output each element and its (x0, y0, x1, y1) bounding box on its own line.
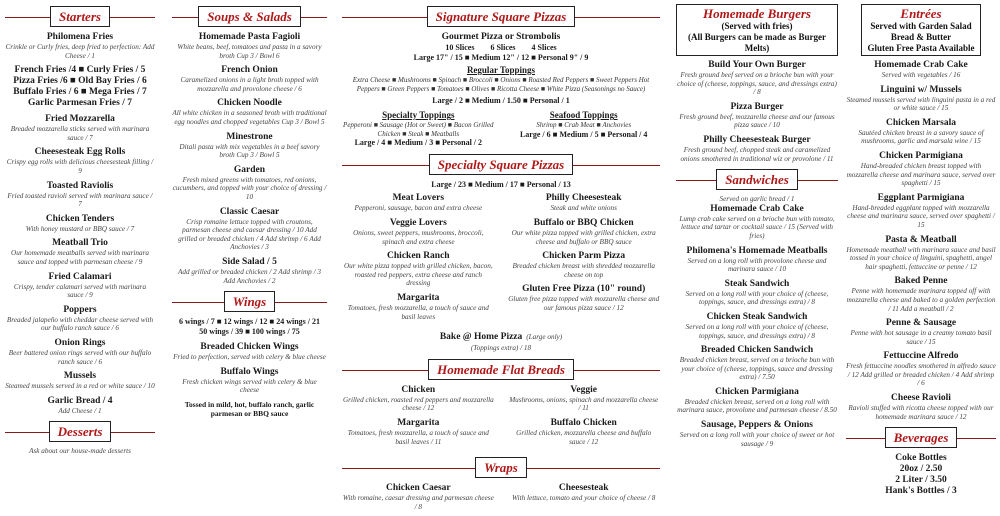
desserts-title: Desserts (49, 421, 112, 442)
menu-item (507, 385, 660, 413)
item-desc: Our white pizza topped with grilled chicken, bacon, roasted red peppers, extra cheese and ranch dressing (343, 262, 493, 288)
sandwiches-header (676, 169, 838, 191)
beverage-item: Coke Bottles (895, 453, 947, 464)
item-desc: Served on a long roll with your choice of sweet or hot sausage / 9 (679, 431, 835, 448)
soups-column (172, 0, 327, 500)
wings-prices-row: 50 wings / 39 ■ 100 wings / 75 (199, 327, 300, 337)
menu-item (507, 284, 660, 312)
starters-column (5, 0, 155, 500)
menu-item (846, 151, 996, 188)
menu-item (342, 483, 495, 511)
beverage-item: Hank's Bottles / 3 (885, 486, 957, 497)
sandwiches-note: Served on garlic bread / 1 (719, 195, 795, 204)
menu-item (676, 345, 838, 382)
menu-item (172, 207, 327, 252)
item-desc: Served on a long roll with your choice of (cheese, toppings, sauce, and dressings extra) / 8 (685, 322, 829, 340)
item-desc: Fresh ground beef, mozzarella cheese and our famous pizza sauce / 10 (679, 112, 835, 130)
item-desc: Steak and white onions (550, 204, 617, 213)
item-desc: Breaded chicken breast, served on a long roll with marinara sauce, provolone and parmesan cheese / 8.50 (677, 397, 837, 415)
item-name: Homemade Pasta Fagioli (198, 32, 301, 42)
sandwiches-title: Sandwiches (716, 169, 798, 190)
specialty-header (342, 154, 660, 176)
item-name: Chicken (401, 384, 436, 395)
menu-item (172, 367, 327, 395)
menu-item (846, 393, 996, 421)
item-name: Chicken Ranch (387, 251, 450, 262)
item-name: Chicken Marsala (886, 117, 956, 128)
menu-item (846, 118, 996, 146)
menu-item (676, 102, 838, 130)
item-name: Pasta & Meatball (885, 234, 957, 245)
item-name: Garden (233, 164, 266, 175)
wraps-header (342, 457, 660, 479)
flatbreads-right (507, 385, 660, 451)
item-name: Sausage, Peppers & Onions (701, 420, 813, 431)
item-name: Toasted Raviolis (46, 180, 114, 191)
item-desc: Fresh ground beef served on a brioche bun with your choice of (cheese, toppings, sauce, and dressings extra) / 8 (677, 71, 837, 97)
item-name: Build Your Own Burger (708, 60, 806, 70)
menu-item (342, 385, 495, 413)
item-name: Philomena's Homemade Meatballs (686, 245, 828, 256)
menu-item (5, 272, 155, 300)
item-name: Pizza Fries /6 ■ Old Bay Fries / 6 (13, 76, 147, 87)
item-desc: Steamed mussels served with linguini pasta in a red or white sauce / 15 (846, 95, 996, 113)
item-name: Buffalo Wings (220, 366, 279, 377)
item-desc: Fresh ground beef, chopped steak and caramelized onions smothered in traditional wiz or provolone / 11 (680, 145, 834, 163)
item-desc: (Toppings extra) / 18 (470, 344, 532, 353)
specialty-title: Specialty Square Pizzas (429, 154, 573, 175)
soups-header (172, 6, 327, 28)
menu-item (5, 371, 155, 391)
item-desc: Add Cheese / 1 (58, 406, 102, 415)
item-name: Classic Caesar (219, 206, 280, 217)
starters-title: Starters (50, 6, 110, 27)
menu-item (676, 246, 838, 274)
item-desc: Served on a long roll with provolone cheese and marinara sauce / 10 (687, 256, 827, 274)
item-name: Philly Cheesesteak (545, 193, 622, 204)
item-name: Buffalo Fries / 6 ■ Mega Fries / 7 (13, 87, 147, 98)
menu-item (5, 214, 155, 234)
specialty-right (507, 193, 660, 326)
signature-size-heads: 10 Slices 6 Slices 4 Slices (445, 43, 557, 52)
menu-item (5, 396, 155, 416)
menu-item (342, 418, 495, 446)
item-desc: Steamed mussels served in a red or white sauce / 10 (5, 382, 155, 391)
flatbreads-title: Homemade Flat Breads (428, 359, 574, 380)
item-name: Penne & Sausage (885, 318, 957, 329)
menu-item (5, 305, 155, 333)
desserts-note: Ask about our house-made desserts (29, 447, 131, 456)
item-desc: Fresh mixed greens with tomatoes, red onions, cucumbers, and topped with your choice of dressing / 10 (172, 175, 327, 201)
desserts-header (5, 421, 155, 443)
item-desc: Mushrooms, onions, spinach and mozzarella cheese / 11 (509, 395, 659, 413)
menu-item (5, 338, 155, 366)
item-desc: Lump crab cake served on a brioche bun with tomato, lettuce and tartar or cocktail sauce / 15 (Served with fries) (679, 214, 835, 240)
item-desc: With lettuce, tomato and your choice of cheese / 8 (512, 494, 656, 503)
menu-item (172, 32, 327, 60)
regular-toppings-title: Regular Toppings (466, 65, 536, 75)
menu-item (676, 420, 838, 448)
item-desc: Onions, sweet peppers, mushrooms, broccoli, spinach and extra cheese (353, 228, 484, 246)
item-name: Veggie (570, 384, 597, 395)
item-name: Meatball Trio (52, 238, 108, 249)
seafood-toppings-title: Seafood Toppings (549, 110, 618, 121)
item-name: Minestrone (226, 131, 273, 142)
item-desc: Tomatoes, fresh mozzarella, a touch of sauce and basil leaves (347, 303, 489, 321)
item-desc: Ravioli stuffed with ricotta cheese topped with our homemade marinara sauce / 12 (848, 404, 994, 421)
item-name: Chicken Steak Sandwich (706, 311, 808, 322)
item-desc: Hand-breaded eggplant topped with mozzarella cheese and marinara sauce, served over spaghetti / 15 (847, 203, 995, 229)
item-desc: Gluten free pizza topped with mozzarella cheese and our famous pizza sauce / 12 (508, 295, 660, 312)
item-name: French Onion (221, 65, 278, 76)
item-desc: Breaded jalapeño with cheddar cheese served with our buffalo ranch sauce / 6 (6, 315, 154, 333)
menu-item (172, 342, 327, 362)
item-desc: Pepperoni, sausage, bacon and extra cheese (354, 204, 483, 213)
item-desc: Crispy, tender calamari served with marinara sauce / 9 (13, 282, 147, 300)
seafood-toppings-list: Shrimp ■ Crab Meat ■ Anchovies (536, 121, 632, 130)
item-desc: Fried toasted ravioli served with marinara sauce / 7 (7, 191, 153, 209)
signature-sizes: Large 17" / 15 ■ Medium 12" / 12 ■ Personal 9" / 9 (413, 53, 589, 62)
item-name: Garlic Parmesan Fries / 7 (28, 98, 132, 109)
menu-item (507, 418, 660, 446)
soups-title: Soups & Salads (198, 6, 301, 27)
item-name: Meat Lovers (392, 193, 445, 204)
menu-item (676, 135, 838, 163)
item-name: Philly Cheesesteak Burger (703, 134, 811, 145)
item-desc: Add grilled or breaded chicken / 2 Add shrimp / 3 Add Anchovies / 2 (178, 267, 321, 285)
entrees-header (846, 4, 996, 56)
seafood-toppings (507, 108, 660, 148)
menu-item (846, 276, 996, 313)
item-name: Buffalo Chicken (550, 417, 617, 428)
flatbreads-header (342, 359, 660, 381)
item-desc: Fried to perfection, served with celery & blue cheese (173, 353, 326, 362)
burgers-column (676, 0, 838, 500)
item-name: Side Salad / 5 (222, 256, 277, 267)
wraps-title: Wraps (475, 457, 527, 478)
item-name: Poppers (63, 304, 97, 315)
item-note: (Large only) (526, 333, 563, 342)
menu-item (846, 235, 996, 272)
item-name: Cheesesteak Egg Rolls (34, 147, 126, 158)
item-desc: Ditali pasta with mix vegetables in a beef savory broth Cup 3 / Bowl 5 (179, 142, 320, 160)
menu-item (342, 193, 495, 213)
item-desc: Caramelized onions in a light broth topped with mozzarella and provolone cheese / 6 (180, 76, 319, 93)
menu-item (676, 387, 838, 415)
specialty-toppings-prices: Large / 4 ■ Medium / 3 ■ Personal / 2 (354, 138, 483, 148)
bake-at-home (342, 326, 660, 353)
menu-item (342, 251, 495, 288)
menu-item (5, 238, 155, 266)
item-name: Cheesesteak (558, 483, 609, 494)
menu-item (507, 218, 660, 246)
item-desc: Crisp romaine lettuce topped with croutons, parmesan cheese and caesar dressing / 10 Add grilled or breaded chicken / 4 Add shrimp / 6 Add Anchovies / 3 (178, 217, 321, 252)
entrees-note: Served with Garden Salad (868, 21, 975, 32)
menu-item (172, 257, 327, 285)
item-desc: Hand-breaded chicken breast topped with mozzarella cheese and marinara sauce, served over spaghetti / 15 (846, 161, 996, 188)
menu-item (172, 98, 327, 126)
wings-header (172, 291, 327, 313)
item-name: Homemade Crab Cake (874, 60, 968, 70)
item-name: Fried Mozzarella (45, 114, 115, 125)
item-name: Bake @ Home Pizza (439, 332, 523, 343)
wings-prices-row: 6 wings / 7 ■ 12 wings / 12 ■ 24 wings / 21 (178, 317, 321, 327)
item-desc: Our white pizza topped with grilled chicken, extra cheese and buffalo or BBQ sauce (511, 228, 656, 246)
item-desc: White beans, beef, tomatoes and pasta in a savory broth Cup 3 / Bowl 6 (177, 43, 322, 60)
item-name: Margarita (397, 292, 440, 303)
specialty-toppings-list: Pepperoni ■ Sausage (Hot or Sweet) ■ Bacon Grilled Chicken ■ Steak ■ Meatballs (343, 121, 494, 138)
menu-item (846, 193, 996, 230)
starters-header (5, 6, 155, 28)
item-name: Steak Sandwich (724, 278, 790, 289)
item-desc: Penne with homemade marinara topped off with mozzarella cheese and baked to a golden perfection / 11 Add a meatball / 2 (846, 287, 996, 313)
item-name: Chicken Noodle (217, 98, 282, 109)
item-name: Gluten Free Pizza (10" round) (522, 284, 646, 295)
burgers-title: Homemade Burgers (703, 6, 811, 21)
menu-item (846, 60, 996, 80)
item-desc: Penne with hot sausage in a creamy tomato basil sauce / 15 (850, 329, 992, 346)
item-name: Chicken Parmigiana (715, 386, 799, 397)
menu-item (342, 293, 495, 321)
item-desc: All white chicken in a seasoned broth with traditional egg noodles and chopped vegetables Cup 3 / Bowl 5 (172, 109, 327, 126)
item-desc: With romaine, caesar dressing and parmesan cheese / 8 (342, 494, 494, 511)
signature-subtitle: Gourmet Pizza or Strombolis (441, 32, 561, 42)
beverage-item: 20oz / 2.50 (899, 464, 943, 475)
item-desc: Grilled chicken, mozzarella cheese and buffalo sauce / 12 (516, 428, 652, 446)
wraps-grid (342, 483, 660, 516)
item-name: Breaded Chicken Sandwich (700, 345, 814, 356)
burgers-note: (Served with fries) (683, 21, 831, 32)
item-name: Chicken Parmigiana (879, 150, 963, 161)
item-name: Homemade Crab Cake (710, 203, 804, 214)
menu-item (172, 65, 327, 93)
item-desc: Served with vegetables / 16 (881, 71, 961, 79)
menu-item (846, 351, 996, 388)
flatbreads-left (342, 385, 495, 451)
specialty-toppings-title: Specialty Toppings (382, 110, 455, 121)
specialty-toppings (342, 108, 495, 148)
item-desc: Breaded chicken breast with shredded mozzarella cheese on top (512, 262, 655, 279)
menu-item (5, 114, 155, 142)
menu-item (846, 318, 996, 346)
item-name: Mussels (63, 371, 97, 382)
menu-item (676, 60, 838, 97)
item-name: Fried Calamari (48, 271, 112, 282)
item-name: Veggie Lovers (389, 217, 447, 228)
item-name: Cheese Ravioli (891, 393, 951, 404)
menu-item (5, 147, 155, 175)
pizza-column (342, 0, 660, 511)
item-name: Onion Rings (54, 337, 106, 348)
item-name: Buffalo or BBQ Chicken (533, 217, 634, 228)
signature-header (342, 6, 660, 28)
item-desc: Crinkle or Curly fries, deep fried to perfection: Add Cheese / 1 (5, 43, 155, 60)
beverages-header (846, 427, 996, 449)
item-desc: Our homemade meatballs served with marinara sauce and topped with parmesan cheese / 9 (11, 249, 149, 266)
beverage-item: 2 Liter / 3.50 (895, 475, 947, 486)
entrees-note: Gluten Free Pasta Available (867, 43, 975, 53)
item-name: Pizza Burger (730, 101, 784, 112)
item-desc: Fresh fettuccine noodles smothered in alfredo sauce / 12 Add grilled or breaded chicken / 4 Add shrimp / 6 (846, 362, 996, 388)
starters-list (5, 32, 155, 415)
entrees-title: Entrées (900, 6, 942, 21)
entrees-column (846, 0, 996, 500)
item-desc: Grilled chicken, roasted red peppers and mozzarella cheese / 12 (342, 395, 494, 413)
item-desc: Homemade meatball with marinara sauce and basil tossed in your choice of linguini, spaghetti, angel hair spaghetti, fettuccine or penne / 12 (846, 245, 996, 271)
entrees-note: Bread & Butter (868, 32, 975, 43)
item-name: Garlic Bread / 4 (47, 395, 113, 406)
menu-item (5, 32, 155, 60)
menu-item (172, 132, 327, 160)
specialty-left (342, 193, 495, 326)
burgers-header (676, 4, 838, 56)
item-desc: Breaded chicken breast, served on a brioche bun with your choice of (cheese, toppings, sauce and dressing extra) / 7.50 (679, 356, 835, 382)
regular-toppings-list: Extra Cheese ■ Mushrooms ■ Spinach ■ Broccoli ■ Onions ■ Roasted Red Peppers ■ Sweet Peppers Hot Peppers ■ Green Peppers ■ Tomatoes ■ Olives ■ Ricotta Cheese ■ White Pizza (Seasonings no Sauce) (352, 76, 650, 93)
item-name: Baked Penne (894, 276, 948, 287)
item-name: French Fries /4 ■ Curly Fries / 5 (14, 65, 146, 76)
menu-item (507, 483, 660, 511)
seafood-toppings-prices: Large / 6 ■ Medium / 5 ■ Personal / 4 (519, 129, 648, 139)
wings-title: Wings (224, 291, 275, 312)
item-desc: Served on a long roll with your choice of (cheese, toppings, sauce, and dressings extra) / 8 (685, 289, 829, 307)
menu-item (172, 165, 327, 202)
item-name: Margarita (397, 417, 440, 428)
item-desc: Crispy egg rolls with delicious cheesesteak filling / 9 (6, 158, 154, 175)
item-name: Fettuccine Alfredo (883, 351, 959, 362)
menu-item (507, 251, 660, 279)
beverages-title: Beverages (885, 427, 958, 448)
wings-sauce-note: Tossed in mild, hot, buffalo ranch, garlic parmesan or BBQ sauce (184, 399, 315, 418)
item-name: Chicken Tenders (45, 213, 115, 224)
item-name: Linguini w/ Mussels (880, 84, 962, 95)
item-name: Chicken Parm Pizza (542, 251, 626, 262)
item-desc: Fresh chicken wings served with celery & blue cheese (182, 377, 317, 395)
burgers-note: (All Burgers can be made as Burger Melts) (683, 32, 831, 54)
flatbreads-grid (342, 385, 660, 451)
specialty-grid (342, 193, 660, 326)
item-name: Philomena Fries (46, 32, 114, 42)
menu-item (676, 279, 838, 307)
menu-item (846, 85, 996, 113)
toppings-grid (342, 108, 660, 148)
item-desc: Breaded mozzarella sticks served with marinara sauce / 7 (10, 125, 150, 142)
menu-item (676, 312, 838, 340)
signature-title: Signature Square Pizzas (427, 6, 576, 27)
menu-item (342, 218, 495, 246)
item-desc: With honey mustard or BBQ sauce / 7 (25, 224, 135, 233)
item-desc: Sautéed chicken breast in a savory sauce of mushrooms, garlic and marsala wine / 15 (858, 128, 984, 146)
menu-item (507, 193, 660, 213)
item-desc: Tomatoes, fresh mozzarella, a touch of sauce and basil leaves / 11 (347, 428, 489, 446)
specialty-sizes: Large / 23 ■ Medium / 17 ■ Personal / 13 (431, 180, 571, 190)
menu-item (5, 181, 155, 209)
item-name: Chicken Caesar (385, 483, 451, 494)
menu-item (676, 204, 838, 241)
regular-toppings-prices: Large / 2 ■ Medium / 1.50 ■ Personal / 1 (432, 96, 570, 106)
item-name: Eggplant Parmigiana (877, 192, 965, 203)
item-name: Breaded Chicken Wings (200, 342, 299, 353)
item-desc: Beer battered onion rings served with our buffalo ranch sauce / 6 (8, 348, 152, 366)
